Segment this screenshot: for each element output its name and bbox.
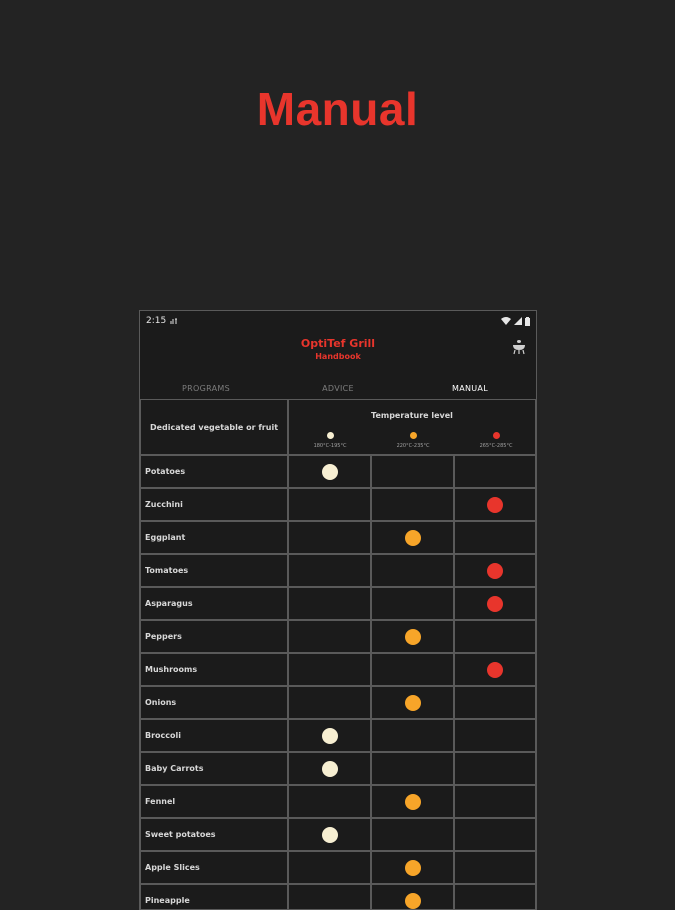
tab-manual[interactable]: MANUAL [404,379,536,401]
phone-screen [139,310,537,910]
temperature-level-title: Temperature level [371,411,453,420]
vegetable-name: Onions [140,686,288,719]
temp-level-high [455,432,537,449]
temperature-indicator-dot [487,662,503,678]
vegetable-name: Baby Carrots [140,752,288,785]
temperature-cell [454,686,536,719]
vegetable-name: Peppers [140,620,288,653]
vegetable-name: Eggplant [140,521,288,554]
temperature-cell [371,884,454,910]
hero-title: Manual [256,83,419,135]
vegetable-name: Pineapple [140,884,288,910]
table-body [140,455,536,910]
temperature-cell [371,488,454,521]
table-row [140,719,536,752]
table-row [140,686,536,719]
temperature-cell [371,455,454,488]
vegetable-name: Fennel [140,785,288,818]
cell-signal-icon [514,317,522,325]
temperature-cell [371,752,454,785]
vegetable-name: Zucchini [140,488,288,521]
temperature-cell [288,752,371,785]
temperature-cell [454,620,536,653]
temperature-indicator-dot [405,893,421,909]
table-row [140,818,536,851]
temperature-cell [371,686,454,719]
temperature-cell [288,488,371,521]
temperature-cell [454,884,536,910]
temperature-cell [288,521,371,554]
temperature-cell [454,653,536,686]
temperature-cell [288,554,371,587]
vegetable-name: Broccoli [140,719,288,752]
table-row [140,455,536,488]
wifi-icon [501,317,511,325]
table-row [140,521,536,554]
app-bar [140,331,536,379]
table-row [140,488,536,521]
table-row [140,752,536,785]
temperature-indicator-dot [405,794,421,810]
temperature-cell [454,719,536,752]
vegetable-name: Sweet potatoes [140,818,288,851]
temperature-cell [371,818,454,851]
temp-range-label: 180°C-195°C [313,443,347,449]
temperature-cell [454,521,536,554]
temperature-indicator-dot [487,563,503,579]
temperature-cell [371,851,454,884]
vegetable-name: Mushrooms [140,653,288,686]
temperature-cell [454,818,536,851]
temperature-cell [371,620,454,653]
table-row [140,653,536,686]
table-row [140,620,536,653]
tab-advice[interactable]: ADVICE [322,384,354,393]
temperature-cell [371,521,454,554]
table-row [140,554,536,587]
temperature-cell [371,785,454,818]
temperature-indicator-dot [405,860,421,876]
temperature-cell [288,785,371,818]
temp-level-medium [372,432,454,449]
temperature-cell [454,554,536,587]
temperature-cell [288,587,371,620]
temperature-cell [288,884,371,910]
temperature-cell [288,818,371,851]
temperature-cell [371,587,454,620]
temperature-cell [454,752,536,785]
table-header-row [140,399,536,455]
temp-range-label: 265°C-285°C [479,443,513,449]
battery-icon [525,317,530,326]
temperature-cell [454,587,536,620]
temperature-cell [454,851,536,884]
temperature-cell [288,653,371,686]
sim-signal-icon [170,317,178,325]
table-row [140,884,536,910]
temperature-cell [371,554,454,587]
tab-programs[interactable]: PROGRAMS [182,384,230,393]
table-row [140,851,536,884]
grill-icon[interactable] [512,339,526,355]
vegetable-name: Apple Slices [140,851,288,884]
temperature-cell [371,719,454,752]
temperature-indicator-dot [487,497,503,513]
temperature-indicator-dot [322,827,338,843]
temperature-indicator-dot [405,695,421,711]
status-time: 2:15 [146,316,167,326]
temperature-indicator-dot [322,464,338,480]
level-dot [493,432,500,439]
temperature-cell [288,620,371,653]
temperature-indicator-dot [322,728,338,744]
temperature-cell [288,851,371,884]
temp-range-label: 220°C-235°C [396,443,430,449]
temperature-cell [288,719,371,752]
level-dot [327,432,334,439]
temperature-indicator-dot [405,530,421,546]
status-bar [140,311,536,331]
vegetable-name: Tomatoes [140,554,288,587]
temperature-indicator-dot [322,761,338,777]
temperature-cell [454,785,536,818]
app-subtitle: Handbook [315,352,361,361]
column-header-vegetable: Dedicated vegetable or fruit [140,399,288,455]
temperature-cell [288,455,371,488]
temperature-table [140,399,536,910]
temperature-cell [288,686,371,719]
table-row [140,587,536,620]
app-title: OptiTef Grill [300,337,376,350]
temperature-cell [371,653,454,686]
temperature-cell [454,488,536,521]
level-dot [410,432,417,439]
column-header-temperature [288,399,536,455]
vegetable-name: Asparagus [140,587,288,620]
vegetable-name: Potatoes [140,455,288,488]
table-row [140,785,536,818]
temp-level-low [289,432,371,449]
temperature-indicator-dot [487,596,503,612]
temperature-indicator-dot [405,629,421,645]
temperature-cell [454,455,536,488]
